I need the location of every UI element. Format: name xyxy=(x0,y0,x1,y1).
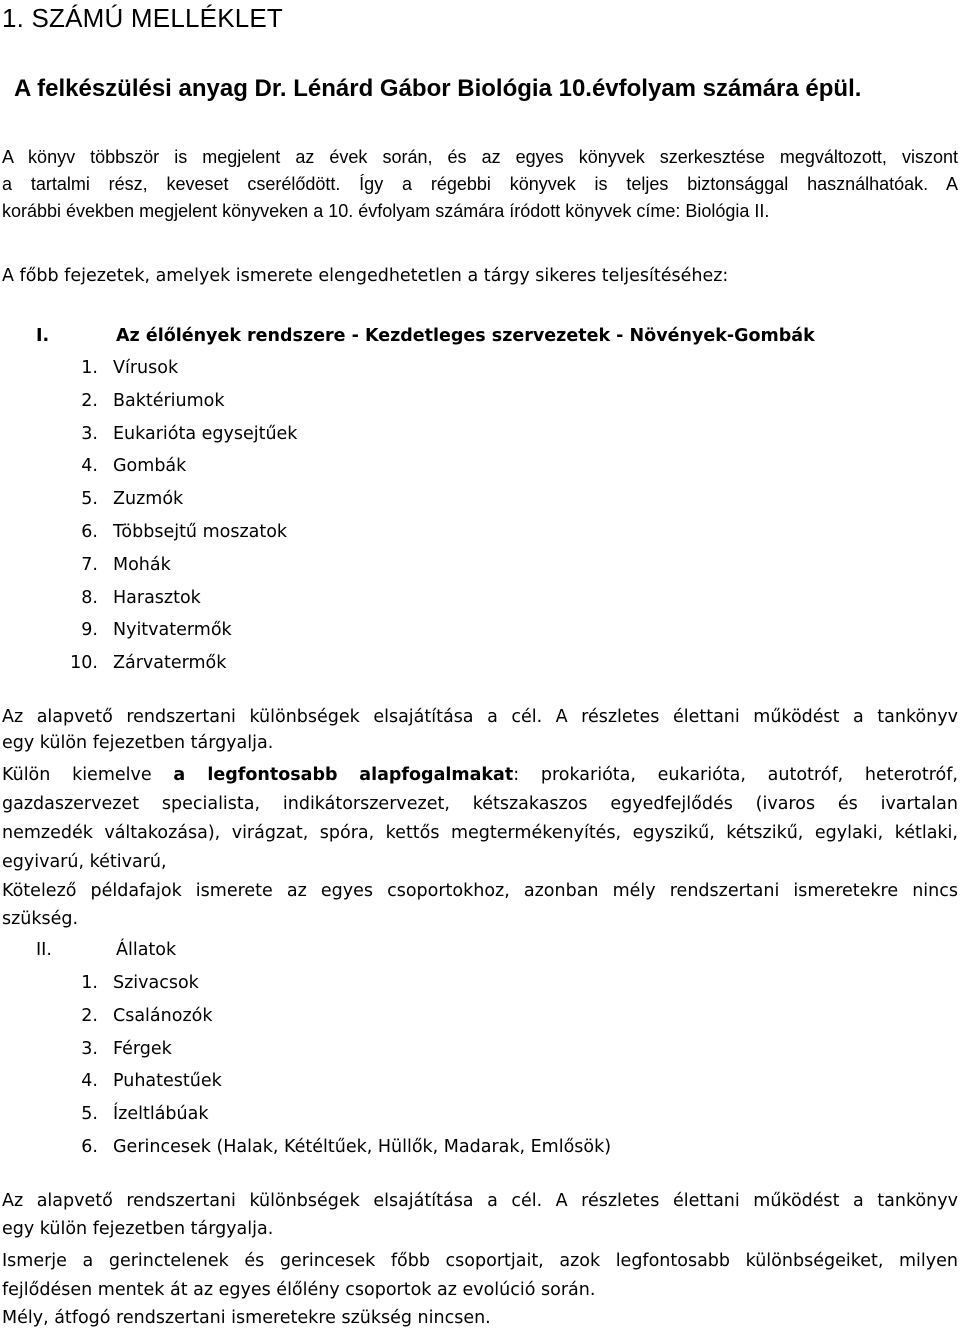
section-1-title: Az élőlények rendszere - Kezdetleges szervezetek - Növények-Gombák xyxy=(116,326,815,346)
section-2-number: II. xyxy=(36,940,52,960)
section-2-final: Mély, átfogó rendszertani ismeretekre szükség nincsen. xyxy=(2,1308,491,1328)
list-item: 4. Puhatestűek xyxy=(81,1071,222,1092)
list-item: 1. Szivacsok xyxy=(81,973,199,993)
knowledge-line-1: Ismerje a gerinctelenek és gerincesek főbb csoportjait, azok legfontosabb különbségeiket, milyen xyxy=(2,1251,958,1271)
list-item: 3. Eukarióta egysejtűek xyxy=(81,423,298,444)
emphasis-bold-2: alapfogalmakat xyxy=(359,765,514,785)
list-item: 2. Baktériumok xyxy=(81,390,225,411)
emphasis-line-4: egyivarú, kétivarú, xyxy=(2,852,167,872)
list-item: 1. Vírusok xyxy=(81,358,179,378)
list-item: 5. Zuzmók xyxy=(81,489,184,510)
list-item: 8. Harasztok xyxy=(81,587,201,608)
intro-line-3: korábbi években megjelent könyveken a 10. évfolyam számára íródott könyvek címe: Biológia II. xyxy=(2,201,770,221)
document-title: 1. SZÁMÚ MELLÉKLET xyxy=(2,3,284,33)
emphasis-rest: : prokarióta, eukarióta, autotróf, heterotróf, xyxy=(513,765,958,785)
section-2-note-line-2: egy külön fejezetben tárgyalja. xyxy=(2,1219,274,1239)
section-1-note-line-2: egy külön fejezetben tárgyalja. xyxy=(2,733,274,753)
mandatory-line-2: szükség. xyxy=(2,909,79,929)
document-subtitle: A felkészülési anyag Dr. Lénárd Gábor Biológia 10.évfolyam számára épül. xyxy=(14,75,862,102)
emphasis-bold-1: a legfontosabb xyxy=(173,765,338,785)
list-item: 7. Mohák xyxy=(81,554,171,575)
emphasis-prefix: Külön kiemelve xyxy=(2,765,152,785)
knowledge-line-2: fejlődésen mentek át az egyes élőlény csoportok az evolúció során. xyxy=(2,1280,596,1300)
list-item: 10. Zárvatermők xyxy=(70,653,227,674)
list-item: 9. Nyitvatermők xyxy=(81,620,232,641)
chapters-lead: A főbb fejezetek, amelyek ismerete elengedhetetlen a tárgy sikeres teljesítéséhez: xyxy=(2,266,729,286)
section-1-note-line-1: Az alapvető rendszertani különbségek elsajátítása a cél. A részletes élettani működést a tankönyv xyxy=(2,707,958,727)
list-item: 2. Csalánozók xyxy=(81,1005,213,1026)
list-item: 6. Többsejtű moszatok xyxy=(81,521,288,542)
intro-line-2: a tartalmi rész, keveset cserélődött. Így a régebbi könyvek is teljes biztonsággal használhatóak. A xyxy=(2,174,958,194)
mandatory-line-1: Kötelező példafajok ismerete az egyes csoportokhoz, azonban mély rendszertani ismeretekre nincs xyxy=(2,881,958,901)
section-1-heading xyxy=(36,324,936,350)
section-2-title: Állatok xyxy=(116,940,177,960)
emphasis-line-1 xyxy=(2,763,958,787)
section-1-list xyxy=(0,356,600,684)
list-item: 6. Gerincesek (Halak, Kétéltűek, Hüllők, Madarak, Emlősök) xyxy=(81,1136,612,1157)
section-2-list xyxy=(0,971,800,1168)
list-item: 3. Férgek xyxy=(81,1038,172,1059)
emphasis-line-2: gazdaszervezet specialista, indikátorszervezet, kétszakaszos egyedfejlődés (ivaros és ivartalan xyxy=(2,794,958,814)
section-1-number: I. xyxy=(36,326,50,346)
section-2-heading xyxy=(36,938,936,964)
emphasis-line-3: nemzedék váltakozása), virágzat, spóra, kettős megtermékenyítés, egyszikű, kétszikű, egylaki, kétlaki, xyxy=(2,823,958,843)
intro-line-1: A könyv többször is megjelent az évek során, és az egyes könyvek szerkesztése megváltozott, viszont xyxy=(2,147,958,167)
list-item: 5. Ízeltlábúak xyxy=(81,1104,209,1125)
list-item: 4. Gombák xyxy=(81,456,187,477)
section-2-note-line-1: Az alapvető rendszertani különbségek elsajátítása a cél. A részletes élettani működést a tankönyv xyxy=(2,1191,958,1211)
